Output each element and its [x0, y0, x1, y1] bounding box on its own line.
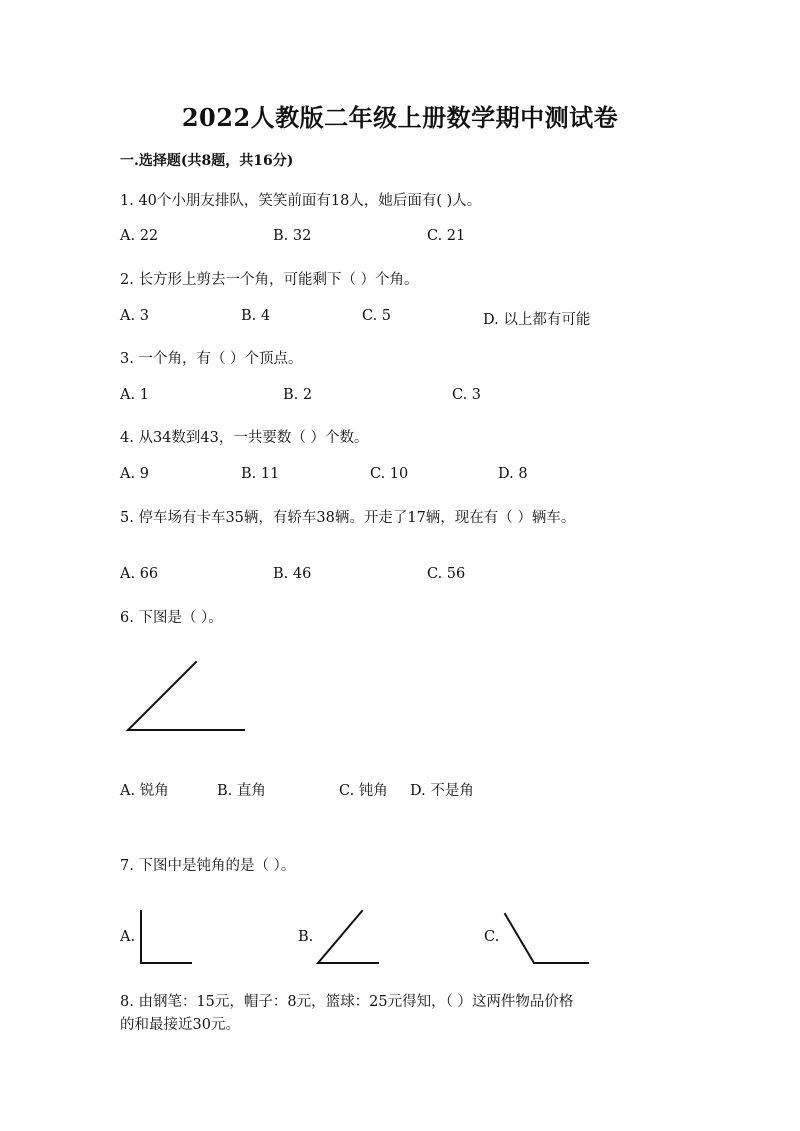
q7-figure-b-acute-angle — [318, 911, 378, 963]
page-title: 2022人教版二年级上册数学期中测试卷 — [181, 103, 619, 132]
question-3: 3. 一个角，有（ ）个顶点。 — [120, 351, 303, 367]
q6-option-a: A. 锐角 — [120, 783, 169, 799]
q6-option-d: D. 不是角 — [410, 783, 474, 799]
q4-option-b: B. 11 — [241, 466, 280, 482]
q4-option-a: A. 9 — [120, 466, 149, 482]
q5-option-b: B. 46 — [273, 566, 312, 582]
section-heading: 一.选择题(共8题，共16分) — [120, 153, 294, 169]
question-2: 2. 长方形上剪去一个角，可能剩下（ ）个角。 — [120, 272, 419, 288]
q1-option-a: A. 22 — [120, 228, 159, 244]
q2-option-c: C. 5 — [362, 308, 392, 324]
q4-option-d: D. 8 — [498, 466, 528, 482]
q7-figure-a-right-angle — [141, 911, 191, 963]
question-8-line-1: 8. 由钢笔：15元，帽子：8元，篮球：25元得知，（ ）这两件物品价格 — [120, 994, 574, 1010]
q2-option-b: B. 4 — [241, 308, 271, 324]
question-4: 4. 从34数到43，一共要数（ ）个数。 — [120, 430, 369, 446]
q3-option-b: B. 2 — [283, 387, 313, 403]
q7-option-a: A. — [120, 929, 136, 945]
question-1: 1. 40个小朋友排队，笑笑前面有18人，她后面有( )人。 — [120, 193, 482, 209]
q2-option-d: D. 以上都有可能 — [483, 312, 591, 328]
q7-option-b: B. — [298, 929, 314, 945]
q1-option-c: C. 21 — [427, 228, 466, 244]
question-5: 5. 停车场有卡车35辆，有轿车38辆。开走了17辆，现在有（ ）辆车。 — [120, 510, 576, 526]
q3-option-a: A. 1 — [120, 387, 149, 403]
q7-option-c: C. — [484, 929, 500, 945]
q4-option-c: C. 10 — [370, 466, 409, 482]
q5-option-c: C. 56 — [427, 566, 466, 582]
q1-option-b: B. 32 — [273, 228, 312, 244]
q6-option-c: C. 钝角 — [339, 783, 388, 799]
q7-figure-c-obtuse-angle — [505, 914, 588, 963]
question-7: 7. 下图中是钝角的是（ ）。 — [120, 858, 296, 874]
q2-option-a: A. 3 — [120, 308, 149, 324]
q5-option-a: A. 66 — [120, 566, 159, 582]
q3-option-c: C. 3 — [452, 387, 482, 403]
question-6: 6. 下图是（ ）。 — [120, 610, 223, 626]
question-8-line-2: 的和最接近30元。 — [120, 1017, 240, 1033]
q6-option-b: B. 直角 — [217, 783, 266, 799]
